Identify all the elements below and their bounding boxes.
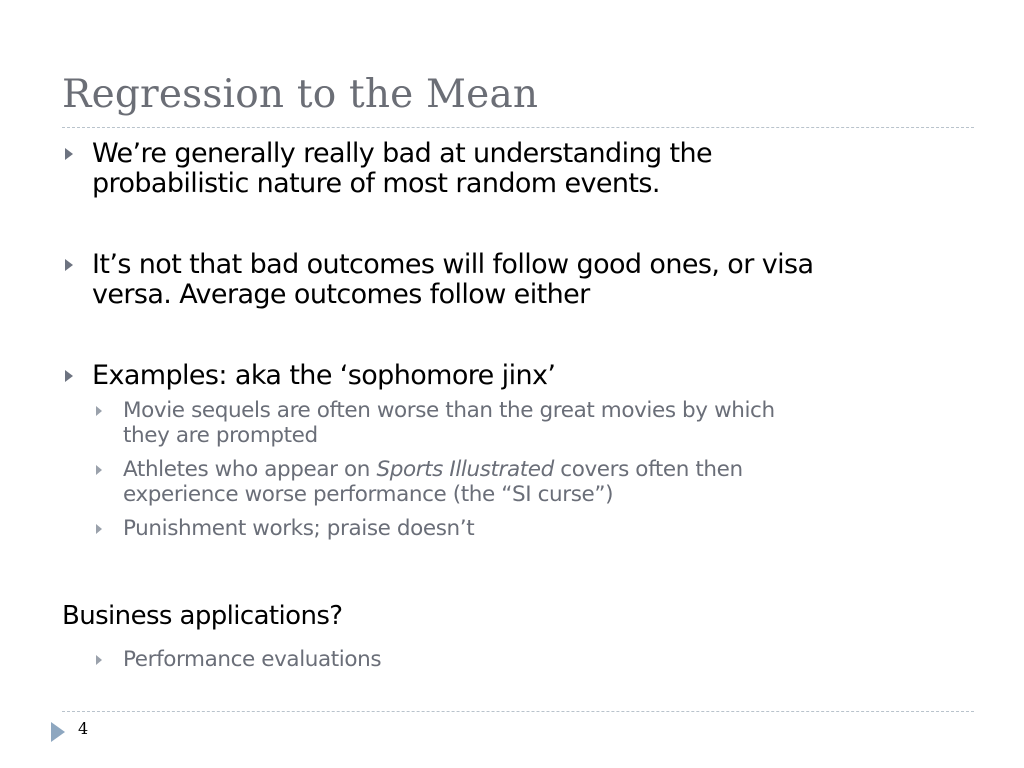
bullet-2-line-1: It’s not that bad outcomes will follow good ones, or visa bbox=[92, 249, 814, 280]
business-heading: Business applications? bbox=[62, 601, 343, 631]
footer-arrow-icon bbox=[51, 722, 65, 742]
sub-bullet-2-line-2: experience worse performance (the “SI curse”) bbox=[123, 482, 614, 507]
sub-bullet-1-line-2: they are prompted bbox=[123, 423, 318, 448]
business-sub-bullet-1: Performance evaluations bbox=[123, 647, 382, 672]
sub-bullet-arrow-icon bbox=[96, 406, 102, 416]
sub-bullet-1-line-1: Movie sequels are often worse than the great movies by which bbox=[123, 398, 775, 423]
bullet-arrow-icon bbox=[65, 259, 73, 271]
sub-bullet-2-text-pre: Athletes who appear on bbox=[123, 457, 377, 482]
bullet-arrow-icon bbox=[65, 148, 73, 160]
sub-bullet-arrow-icon bbox=[96, 465, 102, 475]
bullet-3-line-1: Examples: aka the ‘sophomore jinx’ bbox=[92, 360, 556, 391]
slide-title: Regression to the Mean bbox=[62, 72, 539, 117]
sub-bullet-arrow-icon bbox=[96, 655, 102, 665]
bullet-1-line-1: We’re generally really bad at understanding the bbox=[92, 138, 713, 169]
bullet-1-line-2: probabilistic nature of most random events. bbox=[92, 168, 660, 199]
sub-bullet-arrow-icon bbox=[96, 524, 102, 534]
sub-bullet-3-line-1: Punishment works; praise doesn’t bbox=[123, 516, 475, 541]
bullet-2-line-2: versa. Average outcomes follow either bbox=[92, 279, 590, 310]
sub-bullet-2-text-italic: Sports Illustrated bbox=[376, 457, 554, 482]
footer-divider bbox=[62, 711, 974, 712]
page-number: 4 bbox=[78, 719, 89, 738]
sub-bullet-2-line-1 bbox=[123, 457, 743, 482]
bullet-arrow-icon bbox=[65, 370, 73, 382]
sub-bullet-2-text-post: covers often then bbox=[553, 457, 743, 482]
title-divider bbox=[62, 127, 974, 128]
